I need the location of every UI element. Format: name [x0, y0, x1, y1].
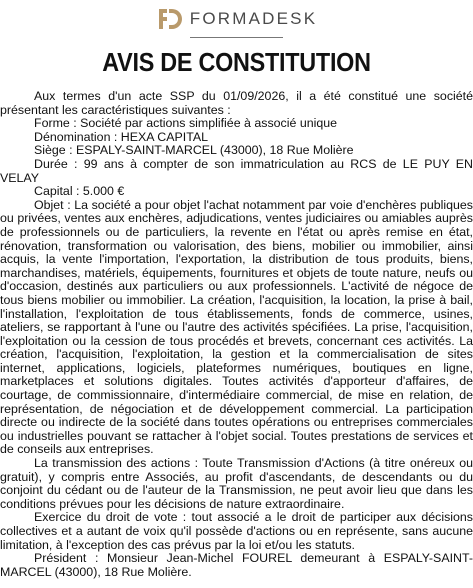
- denomination-line: Dénomination : HEXA CAPITAL: [34, 129, 209, 144]
- fd-monogram-icon: [156, 7, 182, 31]
- objet-paragraph: Objet : La société a pour objet l'achat notamment par voie d'enchères publiques ou privées, ventes aux enchères, adjudications, ventes judiciaires ou amiables auprès de professionnels ou de particuliers, la revente en l'état ou après remise en état, rénovation, transformation ou valorisation, des biens, mobilier ou immobilier, ainsi acquis, la vente l'importation, l'exportation, la distribution de tous produits, biens, marchandises, matériels, équipements, fournitures et objets de toute nature, neufs ou d'occasion, destinés aux particuliers ou aux professionnels. L'activité de négoce de tous biens mobilier ou immobilier. La création, l'acquisition, la location, la prise à bail, l'installation, l'exploitation de tous établissements, fonds de commerce, usines, ateliers, se rapportant à l'une ou l'autre des activités spécifiées. La prise, l'acquisition, l'exploitation ou la cession de tous procédés et brevets, concernant ces activités. La création, l'acquisition, l'exploitation, la gestion et la commercialisation de sites internet, applications, logiciels, plateformes numériques, boutiques en ligne, marketplaces et solutions digitales. Toutes activités d'apporteur d'affaires, de courtage, de commissionnaire, d'intermédiaire commercial, de mise en relation, de représentation, de négociation et de développement commercial. La participation directe ou indirecte de la société dans toutes opérations ou entreprises commerciales ou industrielles pouvant se rattacher à l'objet social. Toutes prestations de services et de conseils aux entreprises.: [0, 197, 473, 457]
- duree-line: Durée : 99 ans à compter de son immatriculation au RCS de LE PUY EN VELAY: [0, 156, 473, 185]
- brand-logo: [0, 6, 473, 32]
- title-divider: [190, 37, 283, 38]
- transmission-paragraph: La transmission des actions : Toute Transmission d'Actions (à titre onéreux ou gratuit), y compris entre Associés, au profit d'ascendants, de descendants ou du conjoint du cédant ou de l'auteur de la Transmission, ne peut avoir lieu que dans les conditions prévues pour les décisions de nature extraordinaire.: [0, 456, 473, 511]
- brand-name: FORMADESK: [189, 9, 318, 28]
- voting-paragraph: Exercice du droit de vote : tout associé a le droit de participer aux décisions collectives et a autant de voix qu'il possède d'actions ou en représente, sans aucune limitation, à l'exception des cas prévus par la loi et/ou les statuts.: [0, 510, 473, 552]
- notice-body: [0, 90, 473, 579]
- capital-line: Capital : 5.000 €: [34, 184, 125, 199]
- notice-title: AVIS DE CONSTITUTION: [102, 47, 371, 77]
- forme-line: Forme : Société par actions simplifiée à associé unique: [34, 116, 338, 131]
- intro-paragraph: Aux termes d'un acte SSP du 01/09/2026, il a été constitué une société présentant les caractéristiques suivantes :: [0, 89, 473, 117]
- president-paragraph: Président : Monsieur Jean-Michel FOUREL demeurant à ESPALY-SAINT-MARCEL (43000), 18 Rue Molière.: [0, 551, 473, 579]
- siege-line: Siège : ESPALY-SAINT-MARCEL (43000), 18 Rue Molière: [34, 143, 354, 158]
